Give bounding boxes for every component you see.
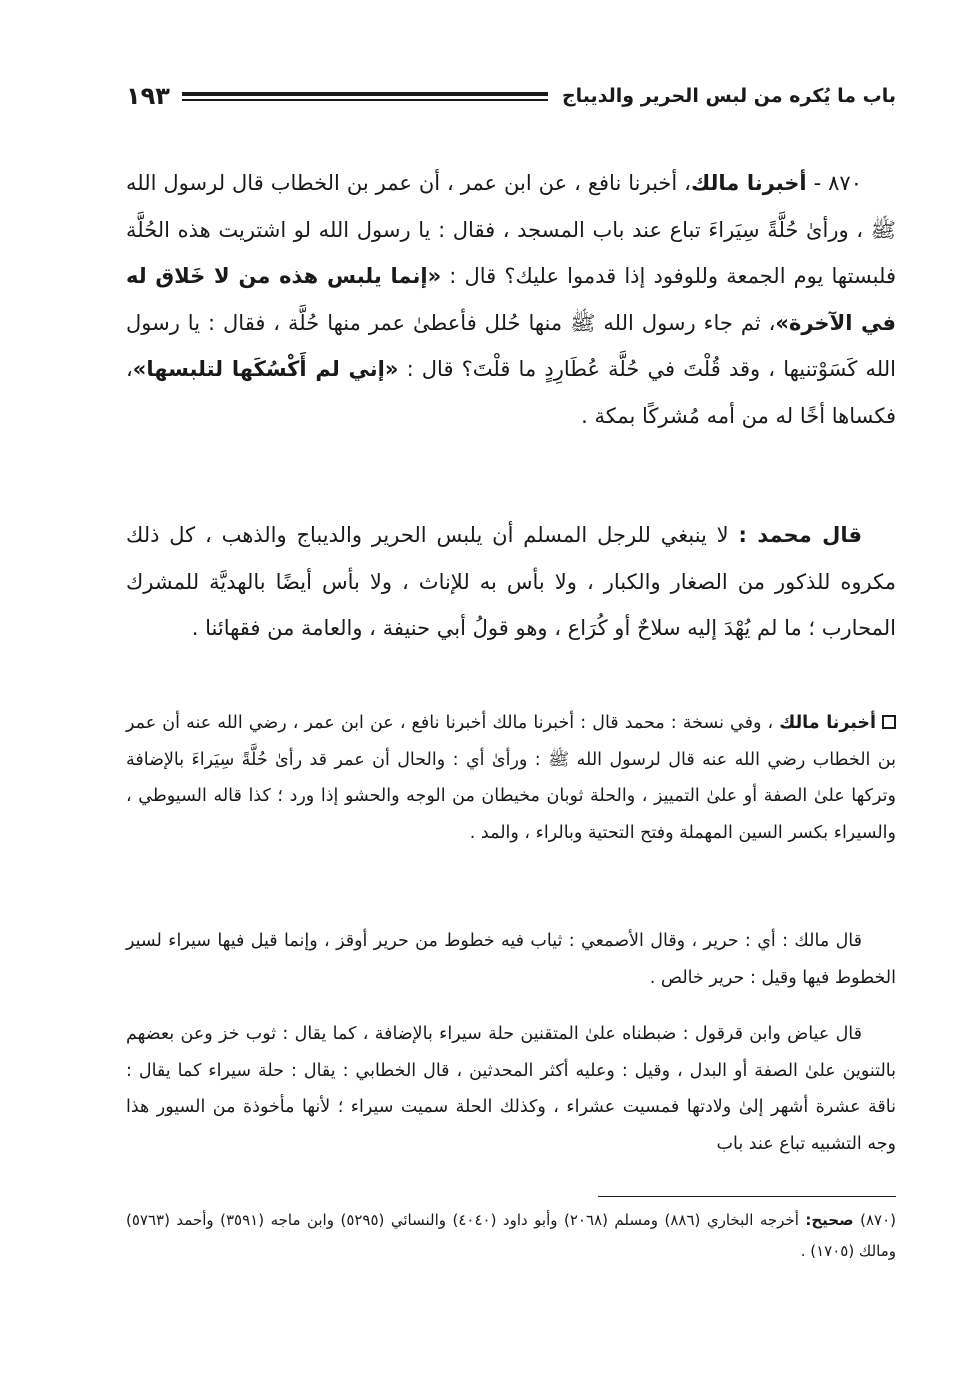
hadith-text: ، ثم جاء رسول الله ﷺ منها حُلل فأعطىٰ عمر منها حُلَّة ، فقال : يا رسول الله كَسَوْتنيها ، وقد قُلْتَ في حُلَّة عُطَارِدٍ ما قلْتَ؟ قال : — [126, 310, 896, 381]
footnote-ref: (٨٧٠) — [860, 1211, 896, 1229]
commentary-paragraph: قال عياض وابن قرقول : ضبطناه علىٰ المتقنين حلة سيراء بالإضافة ، كما يقال : ثوب خز وعن بعضهم بالتنوين علىٰ الصفة أو البدل ، وقيل : وعليه أكثر المحدثين ، قال الخطابي : يقال : حلة سيراء كما يقال : ناقة عشرة أشهر إلىٰ ولادتها فمسيت عشراء ، وكذلك الحلة سميت سيراء ؛ لأنها مأخوذة من السيور هذا وجه التشبيه تباع عند باب — [126, 1024, 896, 1154]
commentary-section — [126, 923, 896, 996]
header-rule — [182, 92, 548, 101]
hadith-870 — [126, 160, 896, 439]
hadith-lead: أخبرنا مالك — [690, 171, 807, 195]
commentary-section — [126, 705, 896, 851]
hadith-text: ، فكساها أخًا له من أمه مُشركًا بمكة . — [126, 357, 896, 428]
prophetic-quote: «إنما يلبس هذه من لا خَلاق له في الآخرة» — [126, 264, 896, 335]
footnote-rule — [598, 1196, 896, 1197]
hadith-text: ، أخبرنا نافع ، عن ابن عمر ، أن عمر بن الخطاب قال لرسول الله ﷺ ، ورأىٰ حُلَّةً سِيَراءَ تباع عند باب المسجد ، فقال : يا رسول الله لو اشتريت هذه الحُلَّة فلبستها يوم الجمعة وللوفود إذا قدموا عليك؟ قال : — [126, 171, 896, 288]
commentary-paragraph — [126, 705, 896, 851]
footnote-text: أخرجه البخاري (٨٨٦) ومسلم (٢٠٦٨) وأبو داود (٤٠٤٠) والنسائي (٥٢٩٥) وابن ماجه (٣٥٩١) وأحمد (٥٧٦٣) ومالك (١٧٠٥) . — [126, 1211, 896, 1260]
hadith-870-paragraph — [126, 160, 896, 439]
commentary-paragraph: قال مالك : أي : حرير ، وقال الأصمعي : ثياب فيه خطوط من حرير أوقز ، وإنما قيل فيها سيراء لسير الخطوط فيها وقيل : حرير خالص . — [126, 931, 896, 988]
running-header — [126, 74, 896, 118]
footnote-grade: صحيح: — [805, 1211, 854, 1229]
chapter-title: باب ما يُكره من لبس الحرير والديباج — [561, 85, 896, 107]
muhammad-lead: قال محمد : — [738, 523, 862, 547]
muhammad-paragraph — [126, 512, 896, 652]
commentary-text: ، وفي نسخة : محمد قال : أخبرنا مالك أخبرنا نافع ، عن ابن عمر ، رضي الله عنه أن عمر بن الخطاب رضي الله عنه قال لرسول الله ﷺ : ورأىٰ أي : والحال أن عمر قد رأىٰ حُلَّةً سِيَراءَ بالإضافة وتركها علىٰ الصفة أو علىٰ التمييز ، والحلة ثوبان مخيطان من الوجه والحشو إذا ورد ؛ كذا قاله السيوطي ، والسيراء بكسر السين المهملة وفتح التحتية وبالراء ، والمد . — [126, 713, 896, 843]
muhammad-statement — [126, 512, 896, 652]
hadith-number: ٨٧٠ - — [813, 171, 862, 195]
commentary-section — [126, 1016, 896, 1162]
commentary-lead: أخبرنا مالك — [779, 713, 876, 733]
prophetic-quote: «إني لم أَكْسُكَها لتلبسها» — [132, 357, 399, 381]
footnote — [126, 1205, 896, 1267]
square-marker-icon — [882, 715, 896, 729]
muhammad-text: لا ينبغي للرجل المسلم أن يلبس الحرير والديباج والذهب ، كل ذلك مكروه للذكور من الصغار والكبار ، ولا بأس به للإناث ، ولا بأس أيضًا بالهديَّة للمشرك المحارب ؛ ما لم يُهْدَ إليه سلاحٌ أو كُرَاع ، وهو قولُ أبي حنيفة ، والعامة من فقهائنا . — [126, 523, 896, 640]
page-number: ١٩٣ — [126, 82, 170, 110]
